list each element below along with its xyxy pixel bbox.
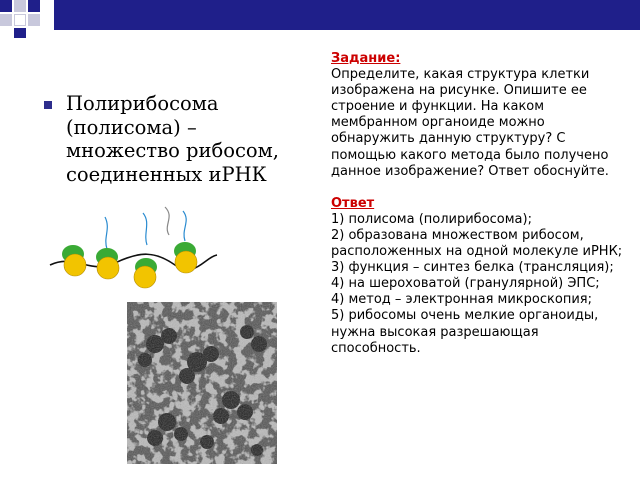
bullet-item (44, 92, 294, 186)
decor-square (28, 0, 40, 12)
decor-square (14, 28, 26, 38)
answer-item: 3) функция – синтез белка (трансляция); (331, 260, 614, 276)
answer-item: 1) полисома (полирибосома); (331, 211, 532, 227)
task-text: Определите, какая структура клетки изображена на рисунке. Опишите ее строение и функции. На каком мембранном органоиде можно обнаружить данную структуру? С помощью какого метода было получено данное изображение? Ответ обоснуйте. (331, 67, 609, 179)
bullet-icon (44, 101, 52, 109)
answer-item: 2) образована множеством рибосом, расположенных на одной молекуле иРНК; (331, 227, 623, 260)
answer-heading: Ответ (331, 195, 375, 211)
ribosome (174, 242, 197, 273)
decor-square (14, 0, 26, 12)
decor-square (0, 14, 12, 26)
polysome-illustration (45, 205, 220, 290)
bullet-text: Полирибосома (полисома) – множество рибосом, соединенных иРНК (66, 92, 279, 186)
ribosome (134, 258, 157, 288)
ribosome (96, 248, 119, 279)
electron-micrograph (127, 302, 277, 464)
answer-item: 4) метод – электронная микроскопия; (331, 292, 592, 308)
task-heading: Задание: (331, 51, 401, 66)
decor-square (28, 14, 40, 26)
decor-square (0, 0, 12, 12)
title-decoration (0, 0, 640, 30)
ribosome (62, 245, 86, 276)
answer-item: 5) рибосомы очень мелкие органоиды, нужна высокая разрешающая способность. (331, 308, 599, 356)
answer-item: 4) на шероховатой (гранулярной) ЭПС; (331, 276, 600, 292)
title-bar (54, 0, 640, 30)
decor-square (14, 14, 26, 26)
task-panel (331, 51, 631, 357)
